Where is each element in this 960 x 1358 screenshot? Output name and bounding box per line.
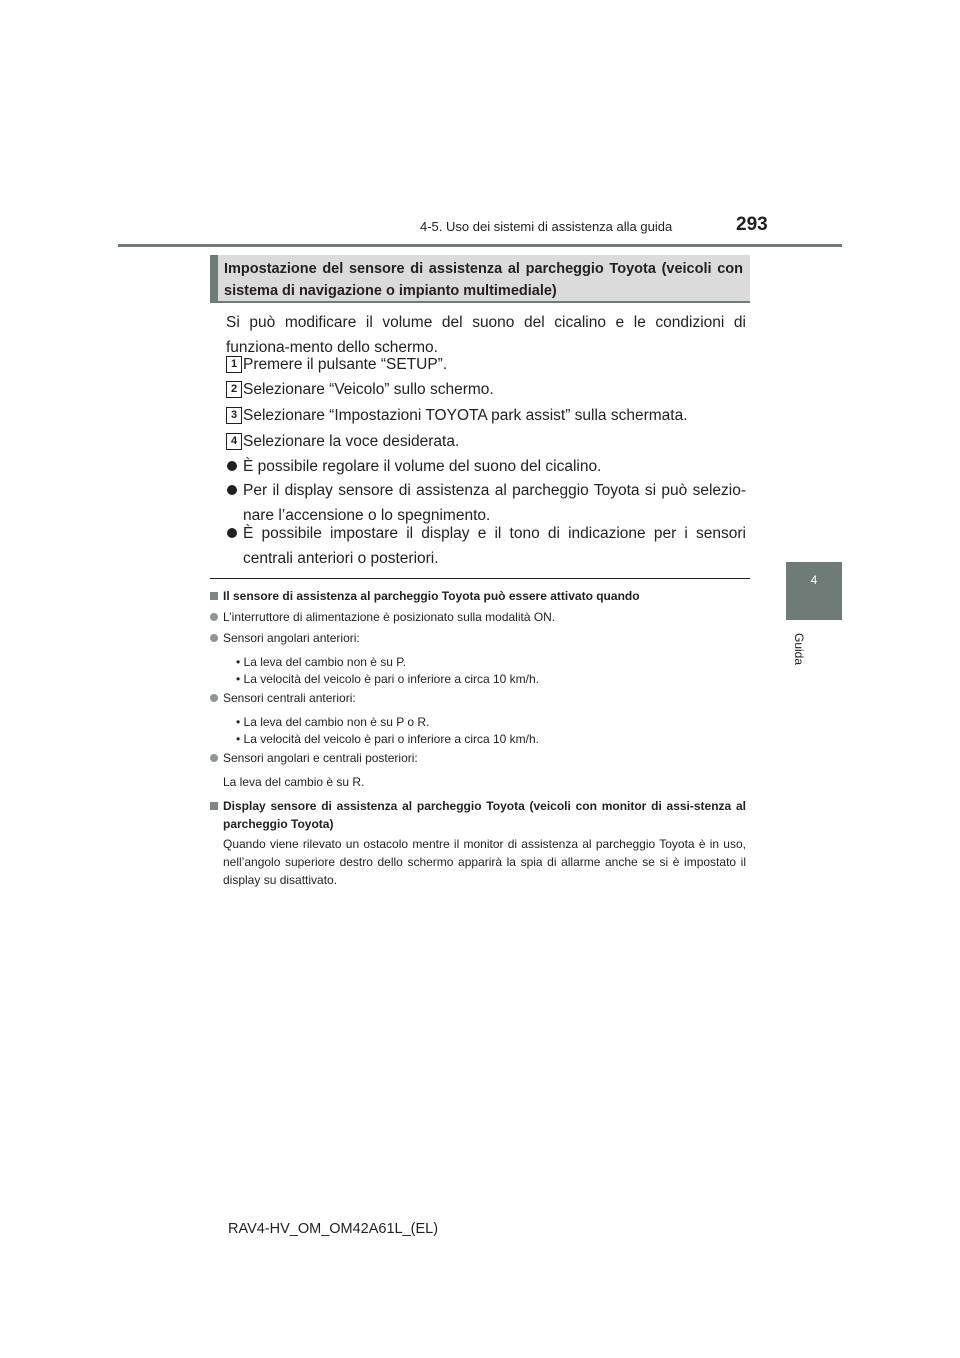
note-subitem: • La velocità del veicolo è pari o inferiore a circa 10 km/h. — [236, 672, 540, 686]
chapter-label: Guida — [792, 633, 806, 666]
section-intro: Si può modificare il volume del suono del cicalino e le condizioni di funziona-mento dello schermo. — [226, 314, 746, 356]
chapter-number: 4 — [810, 573, 818, 587]
header-rule — [118, 244, 842, 247]
note-heading-2: Display sensore di assistenza al parcheggio Toyota (veicoli con monitor di assi-stenza al parcheggio Toyota) — [223, 799, 746, 831]
section-heading-bar — [210, 255, 218, 303]
bullet-item-2: Per il display sensore di assistenza al parcheggio Toyota si può selezio-nare l’accensione o lo spegnimento. — [243, 482, 746, 524]
note-square-icon — [210, 592, 218, 600]
step-text-2: Selezionare “Veicolo” sullo schermo. — [243, 381, 494, 398]
bullet-dot — [227, 485, 237, 495]
running-head: 4-5. Uso dei sistemi di assistenza alla guida — [420, 219, 673, 234]
page-number: 293 — [736, 214, 768, 235]
step-number-2: 2 — [226, 381, 242, 398]
bullet-item-3: È possibile impostare il display e il tono di indicazione per i sensori centrali anteriori o posteriori. — [243, 525, 746, 567]
note-item-3: Sensori centrali anteriori: — [223, 691, 356, 705]
note-item-4: Sensori angolari e centrali posteriori: — [223, 751, 418, 765]
note-paragraph: Quando viene rilevato un ostacolo mentre il monitor di assistenza al parcheggio Toyota è in uso, nell’angolo superiore destro dello schermo apparirà la spia di allarme anche se si è impostato il display su disattivato. — [223, 837, 746, 887]
note-bullet-dot — [210, 634, 218, 642]
section-title: Impostazione del sensore di assistenza al parcheggio Toyota (veicoli con sistema di navigazione o impianto multimediale) — [224, 261, 743, 299]
bullet-dot — [227, 528, 237, 538]
step-number-3: 3 — [226, 407, 242, 424]
note-bullet-dot — [210, 613, 218, 621]
note-bullet-dot — [210, 754, 218, 762]
bullet-dot — [227, 461, 237, 471]
document-code: RAV4-HV_OM_OM42A61L_(EL) — [228, 1221, 439, 1237]
note-bullet-dot — [210, 694, 218, 702]
note-heading-1: Il sensore di assistenza al parcheggio Toyota può essere attivato quando — [223, 589, 640, 603]
step-number-1: 1 — [226, 356, 242, 373]
notes-divider — [210, 578, 750, 579]
step-text-1: Premere il pulsante “SETUP”. — [243, 356, 448, 373]
note-item-2: Sensori angolari anteriori: — [223, 631, 360, 645]
step-number-4: 4 — [226, 433, 242, 450]
step-text-3: Selezionare “Impostazioni TOYOTA park assist” sulla schermata. — [243, 407, 688, 424]
chapter-tab — [786, 562, 842, 620]
note-subitem: • La velocità del veicolo è pari o inferiore a circa 10 km/h. — [236, 732, 540, 746]
note-subitem: • La leva del cambio non è su P o R. — [236, 715, 430, 729]
note-subitem: • La leva del cambio non è su P. — [236, 655, 407, 669]
note-subitem: La leva del cambio è su R. — [223, 775, 365, 789]
note-square-icon — [210, 802, 218, 810]
bullet-item-1: È possibile regolare il volume del suono del cicalino. — [243, 458, 602, 475]
note-item-1: L’interruttore di alimentazione è posizionato sulla modalità ON. — [223, 610, 556, 624]
step-text-4: Selezionare la voce desiderata. — [243, 433, 460, 450]
